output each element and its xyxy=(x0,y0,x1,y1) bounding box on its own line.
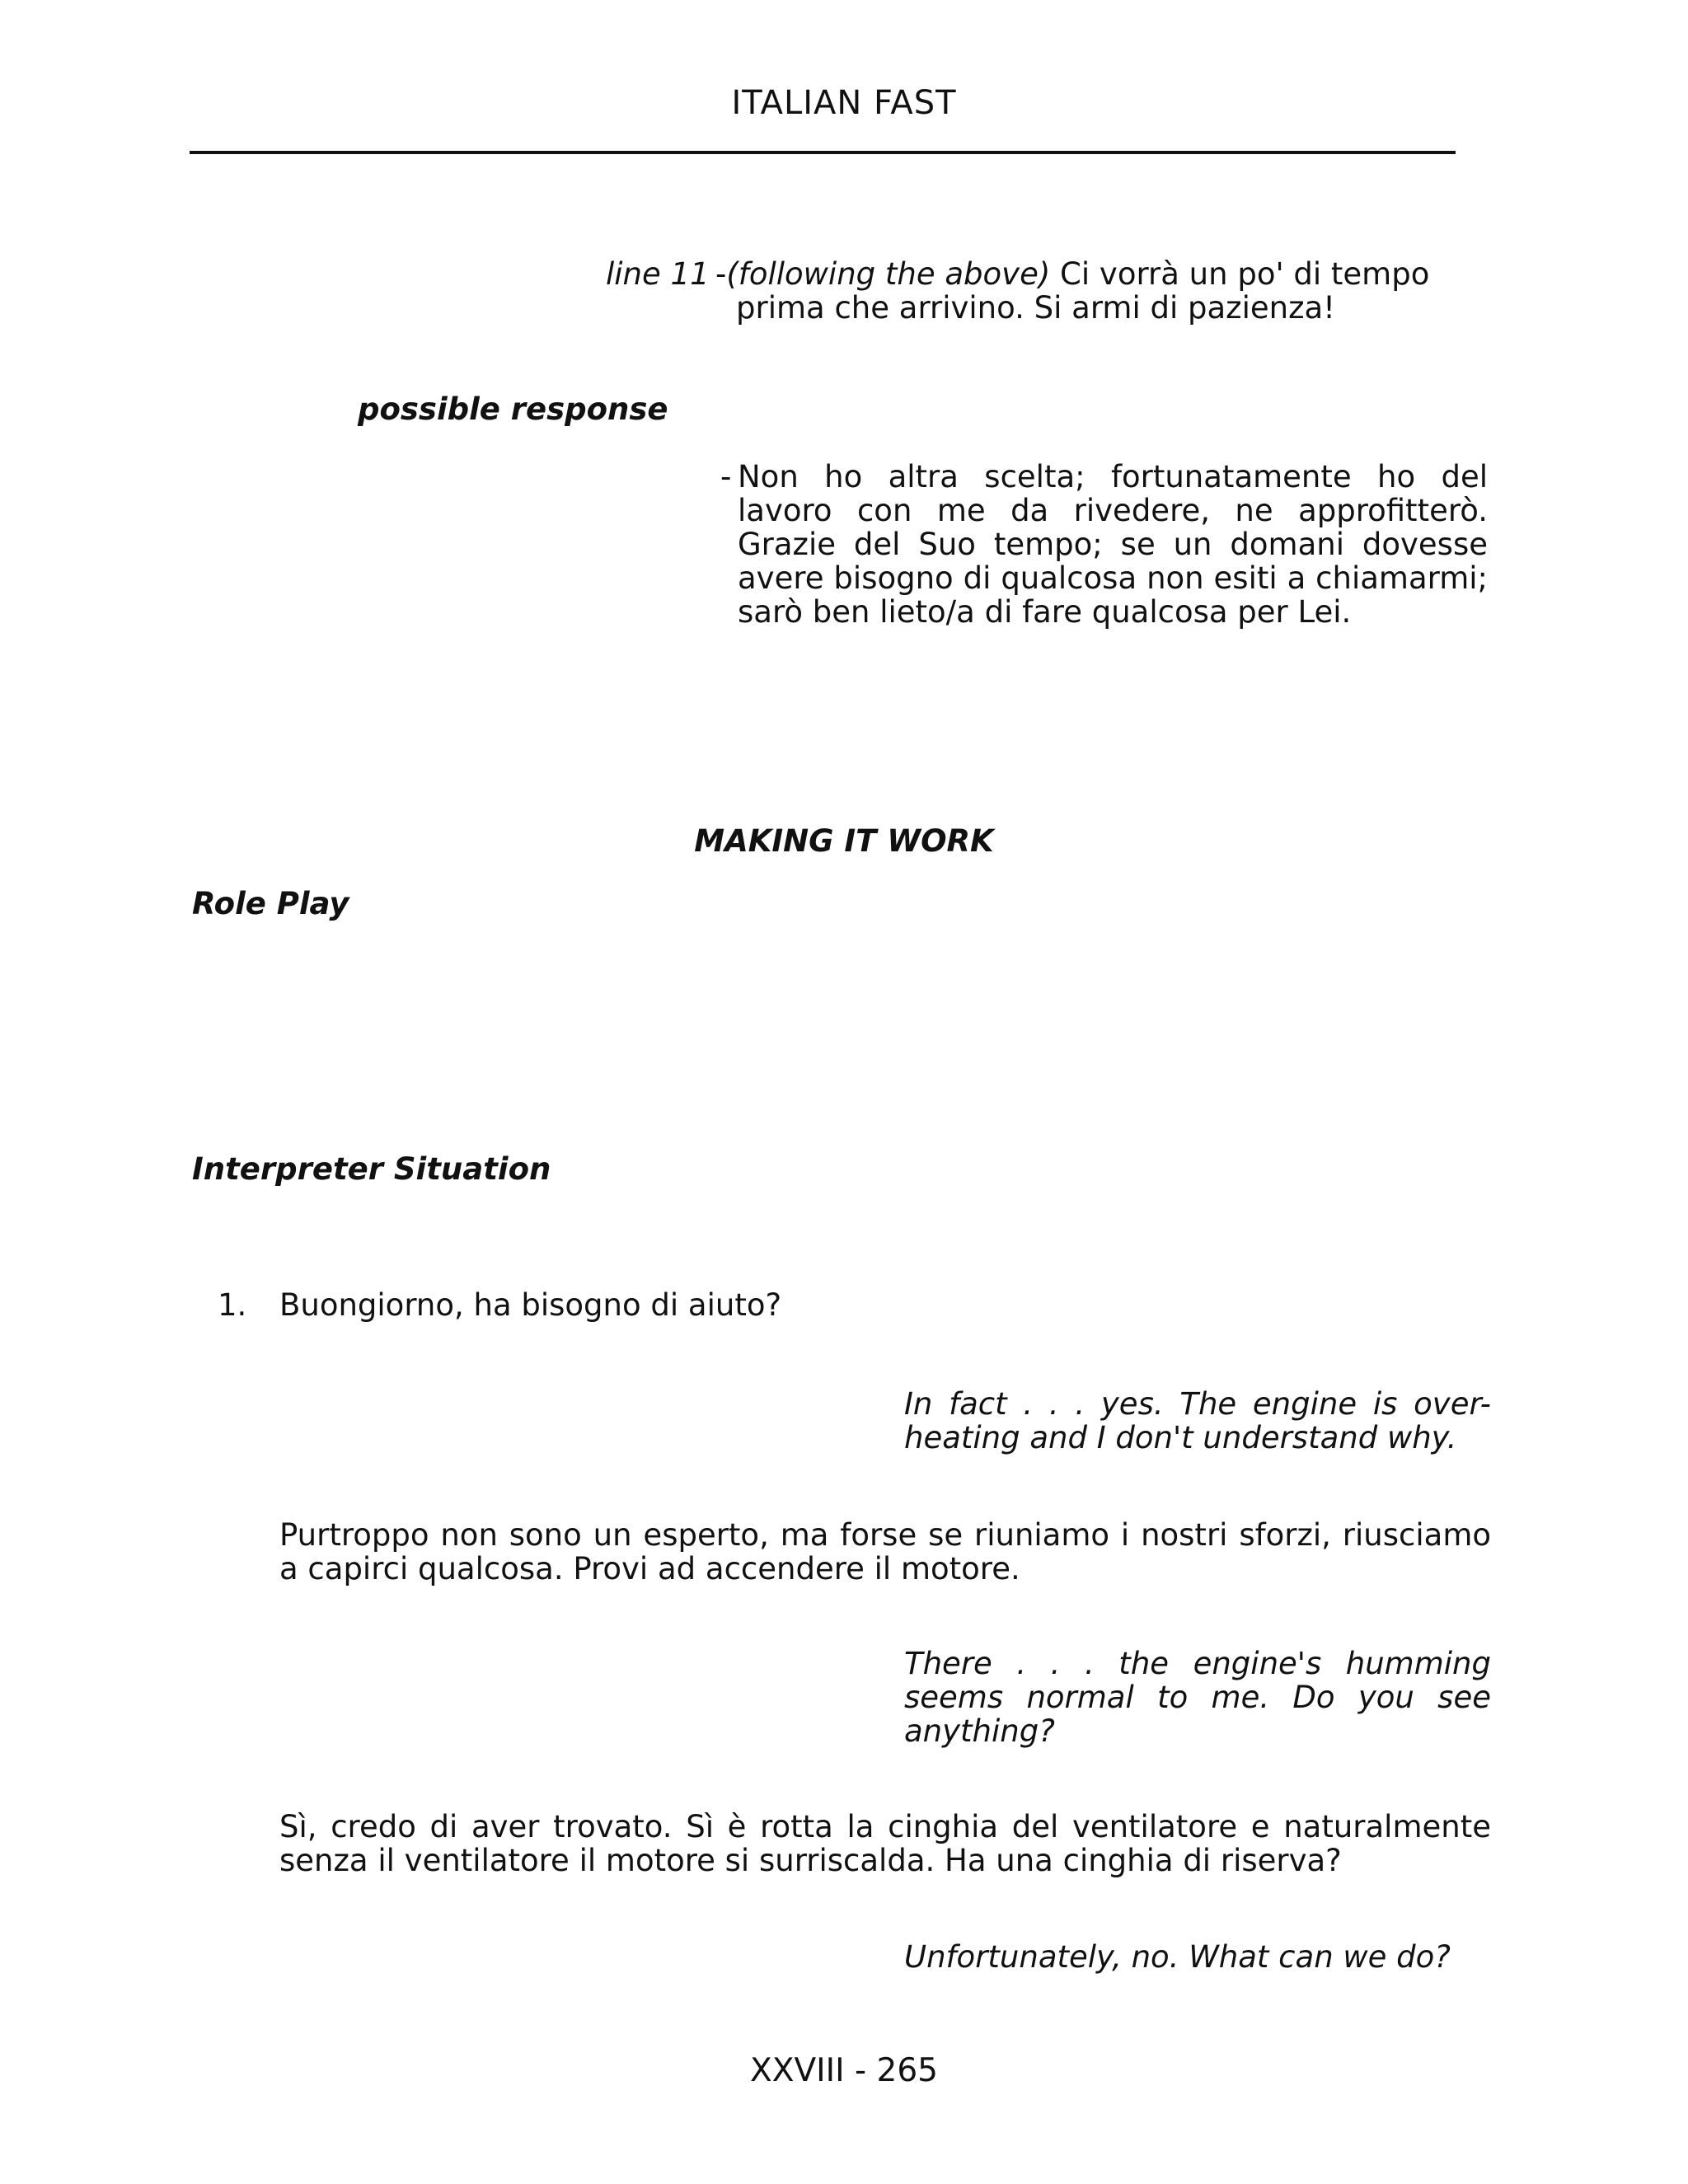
line-text-second: prima che arrivino. Si armi di pazienza! xyxy=(736,290,1336,326)
header-rule xyxy=(190,151,1456,154)
line-text-first xyxy=(715,257,1429,291)
italian-line-2: Purtroppo non sono un esperto, ma forse se riuniamo i nostri sforzi, riusciamo a capirci qualcosa. Provi ad accendere il motore. xyxy=(279,1517,1491,1586)
italian-line-3: Sì, credo di aver trovato. Sì è rotta la cinghia del ventilatore e naturalmente senza il ventilatore il motore si surriscalda. Ha una cinghia di riserva? xyxy=(279,1809,1491,1878)
possible-response-heading: possible response xyxy=(358,391,668,427)
line-label: line 11 xyxy=(606,256,710,292)
english-line-1: In fact . . . yes. The engine is over-heating and I don't understand why. xyxy=(904,1386,1491,1455)
response-text: Non ho altra scelta; fortunatamente ho del lavoro con me da rivedere, ne approfitterò. Grazie del Suo tempo; se un domani dovesse avere bisogno di qualcosa non esiti a chiamarmi; sarò ben lieto/a di fare qualcosa per Lei. xyxy=(738,459,1488,630)
interpreter-situation-heading: Interpreter Situation xyxy=(192,1151,551,1187)
section-title: MAKING IT WORK xyxy=(694,823,994,859)
line-dash: - xyxy=(715,256,727,292)
response-dash: - xyxy=(720,459,732,494)
line-italian-first: Ci vorrà un po' di tempo xyxy=(1060,256,1430,292)
role-play-heading: Role Play xyxy=(192,886,349,921)
running-header: ITALIAN FAST xyxy=(731,84,957,122)
dialogue-number: 1. xyxy=(218,1287,247,1323)
page-number: XXVIII - 265 xyxy=(750,2052,938,2089)
italian-line-1: Buongiorno, ha bisogno di aiuto? xyxy=(279,1287,782,1323)
english-line-3: Unfortunately, no. What can we do? xyxy=(904,1939,1451,1975)
line-context: (following the above) xyxy=(726,256,1051,292)
english-line-2: There . . . the engine's humming seems normal to me. Do you see anything? xyxy=(904,1646,1491,1749)
